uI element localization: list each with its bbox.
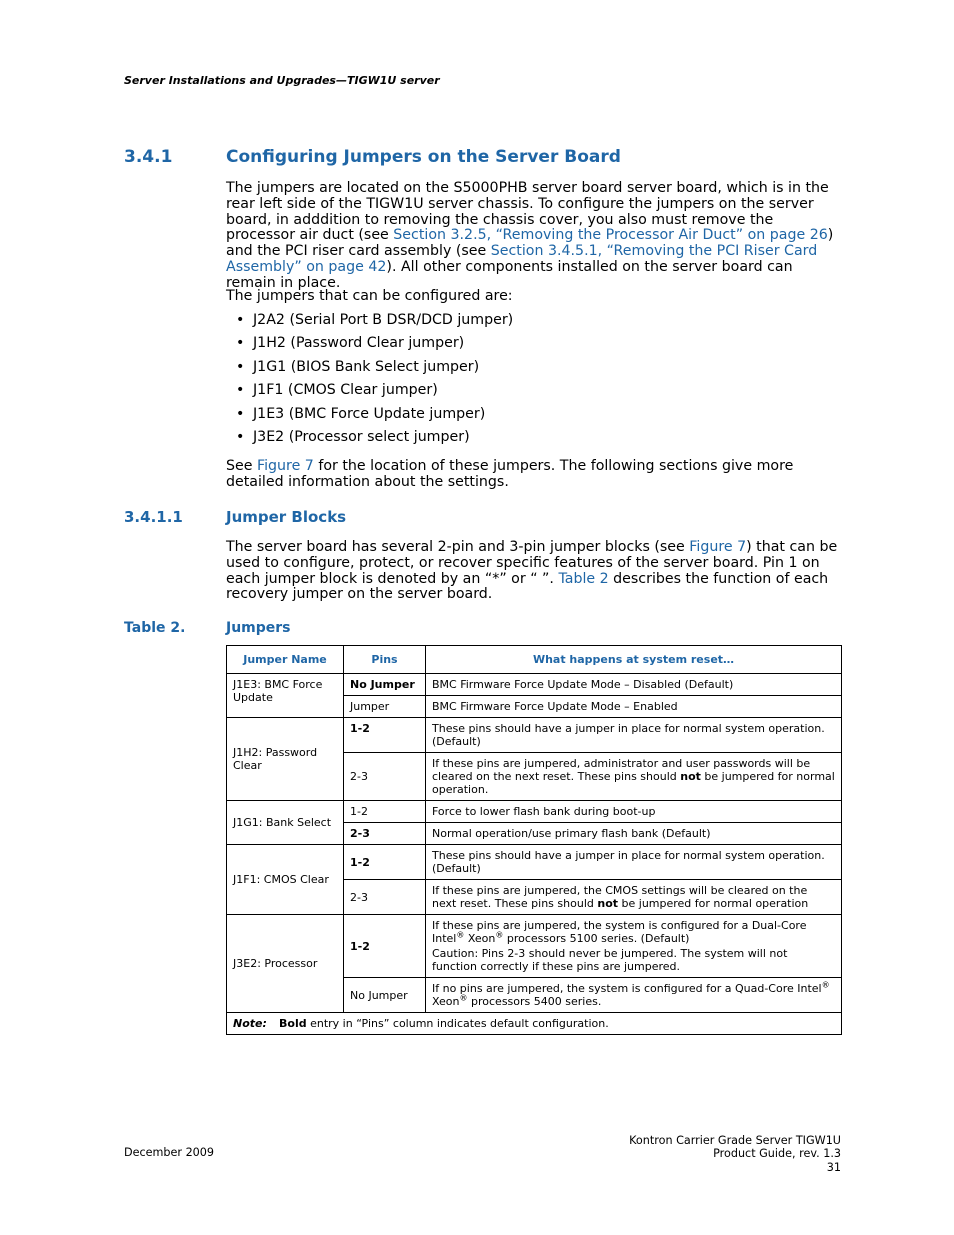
jumper-name-cell: J1E3: BMC Force Update bbox=[227, 674, 344, 718]
table-note bbox=[227, 1013, 842, 1035]
intro-text-1: The jumpers are located on the S5000PHB server board server board, which is in the rear left side of the TIGW1U server chassis. To configure the jumpers on the server board, in adddition to removing the chassis cover, you also must remove the processor air duct (see bbox=[226, 180, 829, 244]
intro-text-2: ) and the PCI riser card assembly (see bbox=[226, 227, 834, 260]
list-intro: The jumpers that can be configured are: bbox=[226, 288, 513, 304]
pins-cell: 1-2 bbox=[344, 845, 426, 880]
pins-cell: 2-3 bbox=[344, 753, 426, 801]
desc-cell: Force to lower flash bank during boot-up bbox=[426, 801, 842, 823]
see-text-2: for the location of these jumpers. The following sections give more detailed information about the settings. bbox=[226, 458, 794, 490]
desc-bold: not bbox=[597, 897, 619, 910]
pins-cell: No Jumper bbox=[344, 674, 426, 696]
note-text: entry in “Pins” column indicates default configuration. bbox=[306, 1017, 609, 1030]
registered-mark: ® bbox=[495, 930, 504, 940]
table-row bbox=[227, 801, 842, 823]
subsection-title: Jumper Blocks bbox=[226, 508, 347, 526]
desc-cell: BMC Firmware Force Update Mode – Enabled bbox=[426, 696, 842, 718]
desc-cell bbox=[426, 978, 842, 1013]
pins-cell: 2-3 bbox=[344, 823, 426, 845]
list-item: • J1F1 (CMOS Clear jumper) bbox=[226, 382, 513, 405]
section-title: Configuring Jumpers on the Server Board bbox=[226, 147, 621, 167]
footer-date: December 2009 bbox=[124, 1146, 215, 1159]
jumper-blocks-paragraph bbox=[226, 540, 846, 603]
table-caption bbox=[124, 620, 291, 636]
link-processor-air-duct[interactable]: Section 3.2.5, “Removing the Processor Air Duct” on page 26 bbox=[393, 227, 828, 244]
pins-cell: 1-2 bbox=[344, 718, 426, 753]
table-title: Jumpers bbox=[226, 620, 291, 636]
table-row bbox=[227, 845, 842, 880]
desc-text: be jumpered for normal operation bbox=[618, 897, 809, 910]
header-pins: Pins bbox=[344, 646, 426, 674]
table-row bbox=[227, 915, 842, 978]
registered-mark: ® bbox=[456, 930, 465, 940]
desc-bold: not bbox=[680, 770, 701, 783]
desc-text: If these pins are jumpered, administrator and user passwords will be cleared on the next reset. These pins should bbox=[432, 757, 811, 783]
running-header: Server Installations and Upgrades—TIGW1U server bbox=[124, 74, 440, 87]
desc-cell bbox=[426, 880, 842, 915]
desc-text: processors 5100 series. (Default) bbox=[503, 932, 690, 945]
desc-cell: Normal operation/use primary flash bank (Default) bbox=[426, 823, 842, 845]
link-figure-7[interactable]: Figure 7 bbox=[256, 458, 314, 474]
pins-cell: 2-3 bbox=[344, 880, 426, 915]
blocks-text-3: describes the function of each recovery jumper on the server board. bbox=[226, 570, 829, 603]
footer-page-number: 31 bbox=[826, 1160, 841, 1174]
header-jumper-name: Jumper Name bbox=[227, 646, 344, 674]
registered-mark: ® bbox=[459, 993, 468, 1003]
desc-text: Xeon bbox=[464, 932, 496, 945]
jumper-name-cell: J3E2: Processor bbox=[227, 915, 344, 1013]
table-note-row bbox=[227, 1013, 842, 1035]
desc-text: If no pins are jumpered, the system is configured for a Quad-Core Intel bbox=[432, 982, 822, 995]
list-item: • J2A2 (Serial Port B DSR/DCD jumper) bbox=[226, 312, 513, 335]
desc-text: Xeon bbox=[432, 995, 460, 1008]
subsection-heading bbox=[124, 508, 346, 526]
caution-text: Caution: Pins 2-3 should never be jumpered. The system will not function correctly if these pins are jumpered. bbox=[432, 947, 788, 973]
pins-cell: 1-2 bbox=[344, 915, 426, 978]
note-label: Note: bbox=[233, 1017, 267, 1030]
section-heading bbox=[124, 147, 621, 167]
desc-text: processors 5400 series. bbox=[467, 995, 602, 1008]
list-item: • J1E3 (BMC Force Update jumper) bbox=[226, 406, 513, 429]
header-system-reset: What happens at system reset… bbox=[426, 646, 842, 674]
subsection-number: 3.4.1.1 bbox=[124, 508, 183, 526]
desc-text: If these pins are jumpered, the system is configured for a Dual-Core Intel bbox=[432, 919, 807, 945]
desc-cell: These pins should have a jumper in place for normal system operation. (Default) bbox=[426, 718, 842, 753]
table-number: Table 2. bbox=[124, 620, 186, 636]
desc-cell: These pins should have a jumper in place for normal system operation. (Default) bbox=[426, 845, 842, 880]
desc-text: If these pins are jumpered, the CMOS settings will be cleared on the next reset. These pins should bbox=[432, 884, 808, 910]
pins-cell: Jumper bbox=[344, 696, 426, 718]
desc-cell: BMC Firmware Force Update Mode – Disabled (Default) bbox=[426, 674, 842, 696]
jumper-name-cell: J1H2: Password Clear bbox=[227, 718, 344, 801]
link-table-2[interactable]: Table 2 bbox=[558, 570, 609, 587]
intro-paragraph bbox=[226, 181, 846, 292]
pins-cell: 1-2 bbox=[344, 801, 426, 823]
desc-text: be jumpered for normal operation. bbox=[432, 770, 835, 796]
list-item: • J3E2 (Processor select jumper) bbox=[226, 429, 513, 452]
jumpers-list bbox=[226, 312, 513, 452]
see-figure-paragraph bbox=[226, 459, 846, 491]
blocks-text-1: The server board has several 2-pin and 3-pin jumper blocks (see bbox=[226, 539, 690, 555]
intro-text-3: ). All other components installed on the server board can remain in place. bbox=[226, 258, 793, 291]
table-header-row bbox=[227, 646, 842, 674]
link-figure-7[interactable]: Figure 7 bbox=[689, 539, 747, 555]
registered-mark: ® bbox=[821, 980, 830, 990]
footer-right bbox=[629, 1134, 841, 1174]
footer-product: Kontron Carrier Grade Server TIGW1U bbox=[629, 1134, 841, 1147]
jumper-name-cell: J1G1: Bank Select bbox=[227, 801, 344, 845]
blocks-text-2: ) that can be used to configure, protect, or recover specific features of the server board. Pin 1 on each jumper block is denoted by an “*” or “ ”. bbox=[226, 539, 838, 587]
list-item: • J1G1 (BIOS Bank Select jumper) bbox=[226, 359, 513, 382]
pins-cell: No Jumper bbox=[344, 978, 426, 1013]
desc-cell bbox=[426, 915, 842, 978]
table-row bbox=[227, 674, 842, 696]
see-text-1: See bbox=[226, 458, 257, 474]
section-number: 3.4.1 bbox=[124, 147, 173, 167]
desc-cell bbox=[426, 753, 842, 801]
footer-guide: Product Guide, rev. 1.3 bbox=[713, 1147, 841, 1161]
list-item: • J1H2 (Password Clear jumper) bbox=[226, 335, 513, 358]
link-pci-riser-card[interactable]: Section 3.4.5.1, “Removing the PCI Riser Card Assembly” on page 42 bbox=[226, 243, 818, 275]
table-row bbox=[227, 718, 842, 753]
jumper-name-cell: J1F1: CMOS Clear bbox=[227, 845, 344, 915]
jumpers-table bbox=[226, 645, 842, 1035]
note-bold: Bold bbox=[279, 1017, 307, 1030]
